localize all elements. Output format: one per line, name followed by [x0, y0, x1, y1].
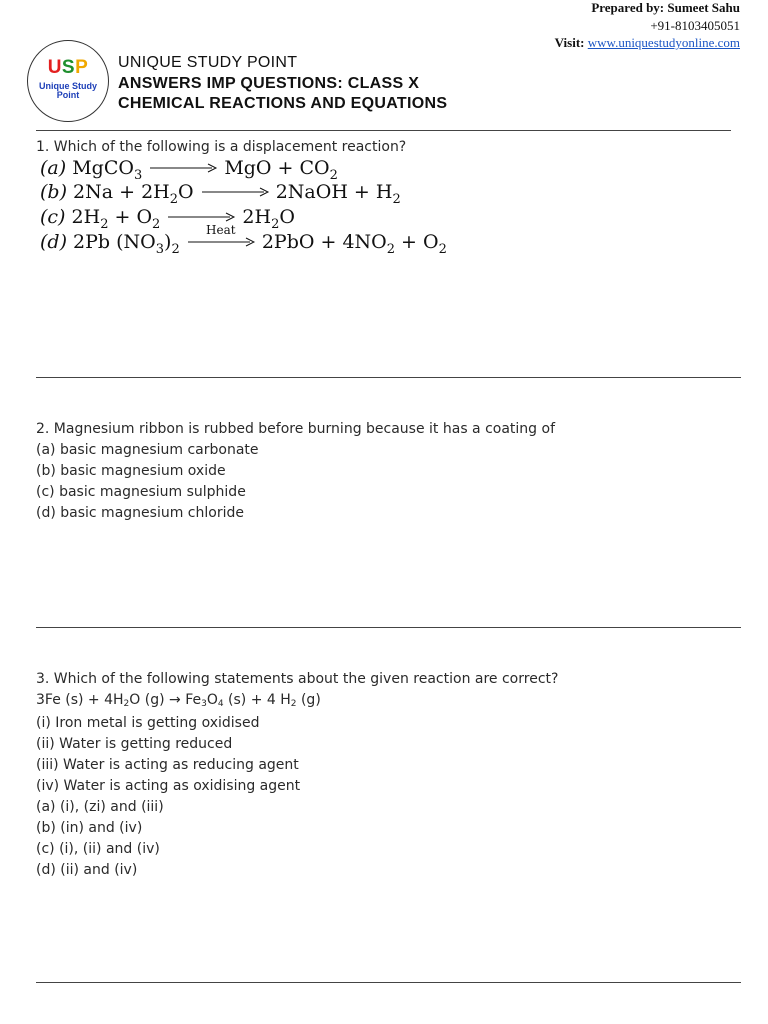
divider	[36, 982, 741, 983]
q1-option-b: (b) $2Na + 2H_2O$ 2NaOH + $H_2$	[40, 181, 401, 207]
chapter-title: CHEMICAL REACTIONS AND EQUATIONS	[118, 95, 448, 112]
logo-letters	[28, 57, 108, 79]
q1-option-c: (c) $2H_2 + O_2$ $2H_2O$	[40, 206, 295, 232]
q2-option-a: (a) basic magnesium carbonate	[36, 442, 259, 458]
question-1-text: 1. Which of the following is a displacement reaction?	[36, 139, 407, 155]
logo-subtitle	[30, 82, 106, 100]
q2-option-b: (b) basic magnesium oxide	[36, 463, 226, 479]
reaction-arrow	[166, 211, 236, 223]
heat-arrow	[186, 223, 256, 248]
q2-option-c: (c) basic magnesium sulphide	[36, 484, 246, 500]
question-3	[36, 669, 558, 881]
question-3-text: 3. Which of the following statements about the given reaction are correct?	[36, 671, 559, 687]
heat-label: Heat	[206, 223, 236, 237]
q3-reaction: 3Fe (s) + 4H2O (g) → Fe3O4 (s) + 4 H2 (g)	[36, 692, 321, 709]
q3-statement-iv: (iv) Water is acting as oxidising agent	[36, 778, 301, 794]
question-2	[36, 419, 555, 524]
divider	[36, 130, 731, 131]
q3-option-c: (c) (i), (ii) and (iv)	[36, 841, 160, 857]
option-label: (d)	[40, 231, 67, 253]
document-title: ANSWERS IMP QUESTIONS: CLASS X	[118, 75, 420, 92]
divider	[36, 377, 741, 378]
logo-letter-p: P	[75, 57, 89, 78]
visit-label: Visit:	[554, 35, 585, 50]
option-label: (a)	[40, 157, 67, 179]
logo-subtitle-line1: Unique Study	[39, 81, 97, 91]
prepared-name: Sumeet Sahu	[667, 0, 740, 15]
q3-option-d: (d) (ii) and (iv)	[36, 862, 138, 878]
reaction-arrow	[200, 186, 270, 198]
q3-option-a: (a) (i), (zi) and (iii)	[36, 799, 164, 815]
logo-subtitle-line2: Point	[56, 90, 80, 100]
q3-statement-i: (i) Iron metal is getting oxidised	[36, 715, 260, 731]
visit-line	[555, 35, 740, 51]
divider	[36, 627, 741, 628]
q3-option-b: (b) (in) and (iv)	[36, 820, 143, 836]
logo-letter-s: S	[61, 57, 76, 78]
q2-option-d: (d) basic magnesium chloride	[36, 505, 244, 521]
usp-logo	[27, 40, 109, 122]
prepared-label: Prepared by:	[591, 0, 665, 15]
option-label: (c)	[40, 206, 66, 228]
prepared-by-line	[591, 0, 740, 16]
q1-option-d: (d) 2Pb $(NO_3)_2$ Heat $2PbO + 4NO_2 + O_2$	[40, 223, 447, 257]
school-title: UNIQUE STUDY POINT	[118, 54, 298, 71]
phone-number: +91-8103405051	[650, 18, 740, 33]
q1-option-a: (a) MgCO$_3$ MgO + $CO_2$	[40, 157, 338, 183]
question-2-text: 2. Magnesium ribbon is rubbed before burning because it has a coating of	[36, 421, 556, 437]
website-link[interactable]: www.uniquestudyonline.com	[587, 35, 740, 50]
q3-statement-iii: (iii) Water is acting as reducing agent	[36, 757, 299, 773]
q3-statement-ii: (ii) Water is getting reduced	[36, 736, 233, 752]
logo-letter-u: U	[47, 57, 62, 78]
reaction-arrow	[148, 162, 218, 174]
option-label: (b)	[40, 181, 67, 203]
